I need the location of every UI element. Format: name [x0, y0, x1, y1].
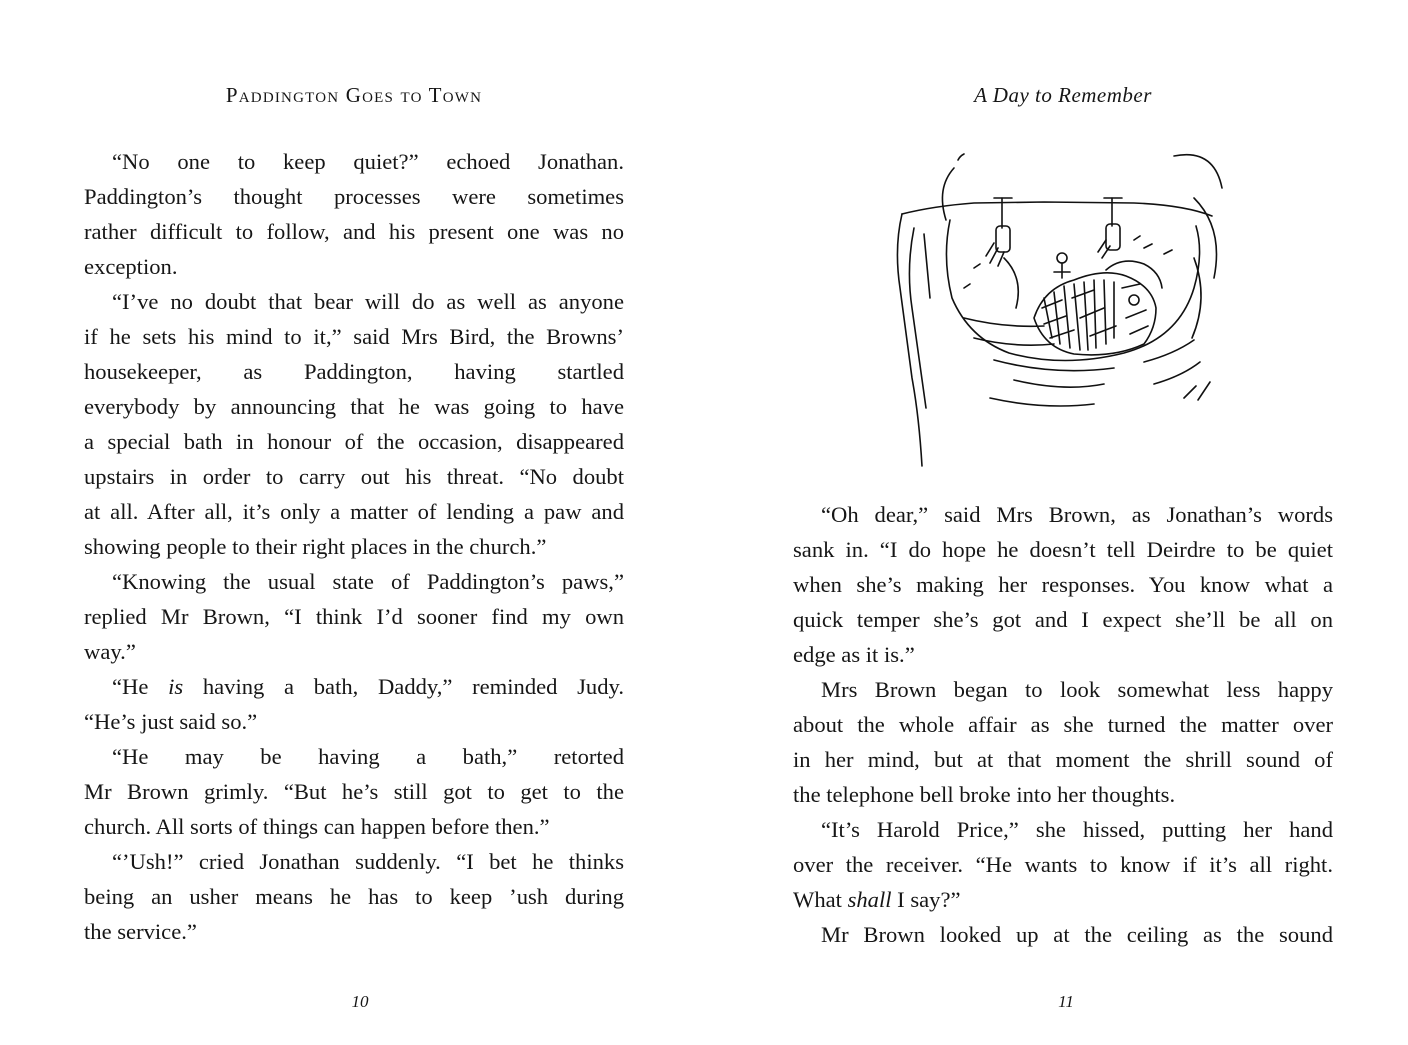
text-line: “Oh dear,” said Mrs Brown, as Jonathan’s words [821, 502, 1333, 527]
text-line: “No one to keep quiet?” echoed Jonathan. [112, 149, 624, 174]
text-line: when she’s making her responses. You know what a [793, 572, 1333, 597]
text-line: Paddington’s thought processes were sometimes [84, 184, 624, 209]
page-number: 10 [351, 992, 369, 1011]
text-line: showing people to their right places in the church.” [84, 534, 547, 559]
text-line: at all. After all, it’s only a matter of lending a paw and [84, 499, 624, 524]
text-line: housekeeper, as Paddington, having startled [84, 359, 624, 384]
text-line: “It’s Harold Price,” she hissed, putting her hand [821, 817, 1333, 842]
right-body-text [793, 497, 1333, 952]
text-line: Mr Brown grimly. “But he’s still got to get to the [84, 779, 624, 804]
text-line: Mrs Brown began to look somewhat less happy [821, 677, 1333, 702]
running-head-book-title: Paddington Goes to Town [225, 83, 483, 107]
text-line: “He may be having a bath,” retorted [112, 744, 624, 769]
text-line: way.” [84, 639, 136, 664]
text-line: in her mind, but at that moment the shrill sound of [793, 747, 1333, 772]
text-line: “’Ush!” cried Jonathan suddenly. “I bet he thinks [112, 849, 624, 874]
text-line: a special bath in honour of the occasion, disappeared [84, 429, 624, 454]
text-line: being an usher means he has to keep ’ush during [84, 884, 624, 909]
text-line: What shall I say?” [793, 887, 961, 912]
right-page [704, 0, 1408, 1045]
text-line: quick temper she’s got and I expect she’ll be all on [793, 607, 1333, 632]
text-line: “Knowing the usual state of Paddington’s paws,” [112, 569, 624, 594]
text-line: the service.” [84, 919, 197, 944]
bath-illustration [894, 148, 1244, 473]
text-line: over the receiver. “He wants to know if it’s all right. [793, 852, 1333, 877]
text-line: replied Mr Brown, “I think I’d sooner find my own [84, 604, 624, 629]
text-line: Mr Brown looked up at the ceiling as the sound [821, 922, 1333, 947]
text-line: the telephone bell broke into her thoughts. [793, 782, 1176, 807]
text-line: sank in. “I do hope he doesn’t tell Deirdre to be quiet [793, 537, 1333, 562]
text-line: exception. [84, 254, 178, 279]
text-line: “I’ve no doubt that bear will do as well as anyone [112, 289, 624, 314]
left-body-text [84, 144, 624, 949]
text-line: upstairs in order to carry out his threat. “No doubt [84, 464, 624, 489]
text-line: edge as it is.” [793, 642, 915, 667]
text-line: “He’s just said so.” [84, 709, 258, 734]
page-number: 11 [1058, 992, 1074, 1011]
text-line: rather difficult to follow, and his present one was no [84, 219, 624, 244]
text-line: everybody by announcing that he was going to have [84, 394, 624, 419]
text-line: if he sets his mind to it,” said Mrs Bird, the Browns’ [84, 324, 624, 349]
text-line: about the whole affair as she turned the matter over [793, 712, 1333, 737]
running-head-chapter-title: A Day to Remember [974, 83, 1152, 107]
text-line: church. All sorts of things can happen before then.” [84, 814, 550, 839]
text-line: “He is having a bath, Daddy,” reminded Judy. [112, 674, 625, 699]
